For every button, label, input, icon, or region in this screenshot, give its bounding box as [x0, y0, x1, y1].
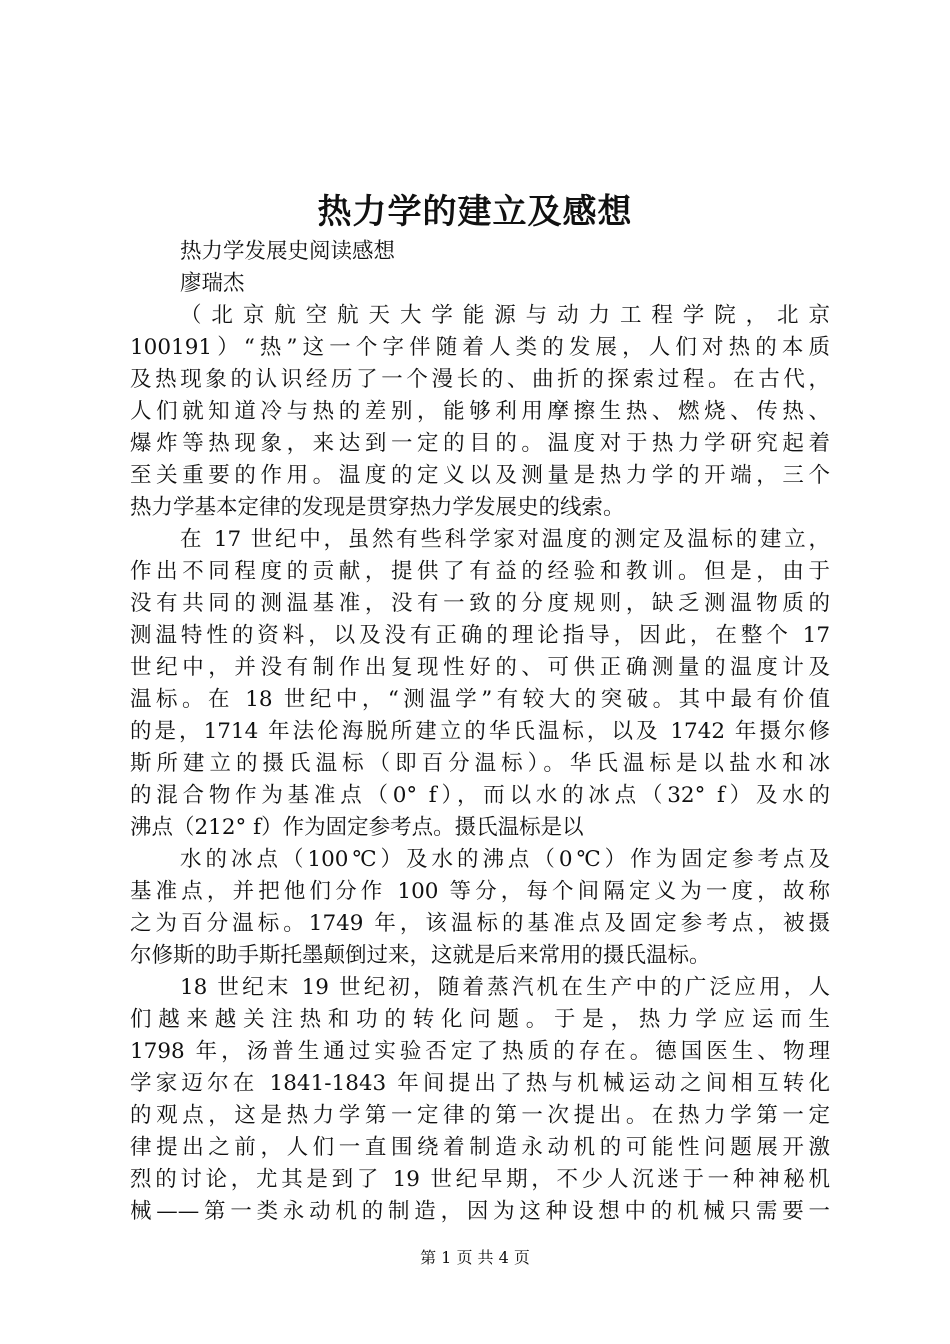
text-line: 烈的讨论，尤其是到了 19 世纪早期，不少人沉迷于一种神秘机 [130, 1167, 830, 1192]
text-line: 人们就知道冷与热的差别，能够利用摩擦生热、燃烧、传热、 [130, 399, 830, 424]
page-footer: 第 1 页 共 4 页 [420, 1248, 530, 1267]
text-line: 在 17 世纪中，虽然有些科学家对温度的测定及温标的建立， [180, 527, 830, 552]
text-line: 沸点（212° f）作为固定参考点。摄氏温标是以 [130, 815, 584, 840]
text-line: 及热现象的认识经历了一个漫长的、曲折的探索过程。在古代， [130, 367, 830, 392]
document-body [130, 236, 830, 1228]
text-line: 作出不同程度的贡献，提供了有益的经验和教训。但是，由于 [130, 559, 830, 584]
text-line: 尔修斯的助手斯托墨颠倒过来，这就是后来常用的摄氏温标。 [130, 943, 711, 968]
text-line: 热力学发展史阅读感想 [180, 239, 396, 264]
text-line: 基准点，并把他们分作 100 等分，每个间隔定义为一度，故称 [130, 879, 830, 904]
text-line: 至关重要的作用。温度的定义以及测量是热力学的开端，三个 [130, 463, 830, 488]
text-line: 温标。在 18 世纪中，“测温学”有较大的突破。其中最有价值 [130, 687, 830, 712]
text-line: 测温特性的资料，以及没有正确的理论指导，因此，在整个 17 [130, 623, 830, 648]
text-line: 学家迈尔在 1841-1843 年间提出了热与机械运动之间相互转化 [130, 1071, 830, 1096]
text-line: 律提出之前，人们一直围绕着制造永动机的可能性问题展开激 [130, 1135, 830, 1160]
text-line: 廖瑞杰 [180, 271, 245, 296]
text-line: 之为百分温标。1749 年，该温标的基准点及固定参考点，被摄 [130, 911, 830, 936]
text-line: 的是，1714 年法伦海脱所建立的华氏温标，以及 1742 年摄尔修 [130, 719, 830, 744]
text-line: 斯所建立的摄氏温标（即百分温标）。华氏温标是以盐水和冰 [130, 751, 830, 776]
text-line: 们越来越关注热和功的转化问题。于是，热力学应运而生 [130, 1007, 830, 1032]
text-line: 100191）“热”这一个字伴随着人类的发展，人们对热的本质 [130, 335, 830, 360]
document-title: 热力学的建立及感想 [317, 192, 633, 232]
text-line: 没有共同的测温基准，没有一致的分度规则，缺乏测温物质的 [130, 591, 830, 616]
text-line: 械——第一类永动机的制造，因为这种设想中的机械只需要一 [130, 1199, 830, 1224]
text-line: 的混合物作为基准点（0° f），而以水的冰点（32° f）及水的 [130, 783, 830, 808]
text-line: 的观点，这是热力学第一定律的第一次提出。在热力学第一定 [130, 1103, 830, 1128]
text-line: （北京航空航天大学能源与动力工程学院，北京 [180, 303, 830, 328]
text-line: 水的冰点（100℃）及水的沸点（0℃）作为固定参考点及 [180, 847, 830, 872]
text-line: 18 世纪末 19 世纪初，随着蒸汽机在生产中的广泛应用，人 [180, 975, 830, 1000]
text-line: 热力学基本定律的发现是贯穿热力学发展史的线索。 [130, 495, 625, 520]
text-line: 爆炸等热现象，来达到一定的目的。温度对于热力学研究起着 [130, 431, 830, 456]
text-line: 1798 年，汤普生通过实验否定了热质的存在。德国医生、物理 [130, 1039, 830, 1064]
text-line: 世纪中，并没有制作出复现性好的、可供正确测量的温度计及 [130, 655, 830, 680]
